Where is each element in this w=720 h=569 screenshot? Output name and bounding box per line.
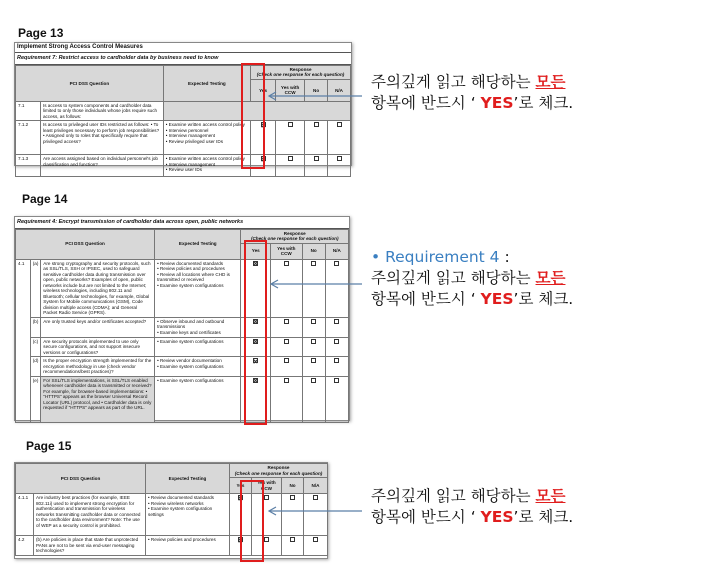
row-testing [155, 376, 241, 422]
row-testing [155, 357, 241, 377]
question-table [15, 463, 328, 556]
row-question: For SSL/TLS implementations, is SSL/TLS enabled whenever cardholder data is transmitted or received? For example, for browser-based implementations: • "HTTPS" appears as the browser Universal Record Locator (URL) protocol, and • Cardholder data is only requested if "HTTPS" appears as part of the URL. [41, 376, 155, 422]
yes-col-header: Yes [230, 478, 252, 494]
testing-item: • Interview management [166, 162, 248, 168]
testing-item: • Examine system configurations [157, 378, 238, 384]
row-testing [155, 317, 241, 337]
callout-line-2 [371, 507, 573, 528]
callout-text: 주의깊게 읽고 해당하는 [371, 73, 536, 91]
row-testing [146, 494, 230, 536]
no-col-header: No [282, 478, 304, 494]
na-checkbox[interactable] [334, 378, 339, 383]
requirement-line: Requirement 4: Encrypt transmission of cardholder data across open, public networks [15, 217, 349, 229]
no-checkbox[interactable] [311, 339, 316, 344]
ccw-checkbox[interactable] [288, 156, 293, 161]
na-col-header: N/A [328, 79, 351, 101]
yes-column-highlight [241, 63, 265, 169]
na-checkbox[interactable] [313, 537, 318, 542]
ccw-checkbox[interactable] [284, 358, 289, 363]
callout-text: 항목에 반드시 ‘ [371, 508, 481, 526]
question-table [15, 65, 351, 178]
row-question: Are strong cryptography and security protocols, such as SSL/TLS, SSH or IPSEC, used to safeguard sensitive cardholder data during transmission over open, public networks? Examples of open, public networks include but are not limited to the Internet; wireless technologies, including 802.11 and Bluetooth; cellular technologies, for example, Global System for Mobile communications (GSM), Code division multiple access (CDMA); and General Packet Radio Service (GPRS). [41, 259, 155, 317]
page-13-label: Page 13 [18, 26, 64, 40]
row-sub: (b) [30, 317, 41, 337]
ccw-col-header: Yes with CCW [270, 243, 302, 259]
ccw-checkbox[interactable] [284, 261, 289, 266]
row-number: 7.1.3 [16, 155, 41, 177]
row-question: (b) Are policies in place that state that unprotected PANs are not to be sent via end-user messaging technologies? [34, 536, 146, 556]
yes-column-highlight [240, 480, 264, 562]
testing-col-header: Expected Testing [146, 464, 230, 494]
testing-item: • Observe inbound and outbound transmissions [157, 319, 238, 330]
na-checkbox[interactable] [313, 495, 318, 500]
na-col-header: N/A [325, 243, 348, 259]
testing-item: • Examine system configurations [157, 283, 238, 289]
testing-item: • Review policies and procedures [148, 537, 227, 543]
testing-item: • Interview personnel [166, 128, 248, 134]
testing-col-header: Expected Testing [163, 65, 250, 101]
row-testing [155, 337, 241, 357]
testing-item: • Examine system configuration settings [148, 506, 227, 517]
no-checkbox[interactable] [311, 261, 316, 266]
page-13-document [14, 42, 352, 173]
testing-item: • Review all locations where CHD is transmitted or received [157, 272, 238, 283]
testing-item: • Examine keys and certificates [157, 330, 238, 336]
callout-text: ’로 체크. [513, 508, 574, 526]
row-sub: (c) [30, 337, 41, 357]
ccw-checkbox[interactable] [284, 319, 289, 324]
ccw-col-header: Yes with CCW [252, 478, 282, 494]
callout-line-2 [371, 289, 573, 310]
na-checkbox[interactable] [334, 358, 339, 363]
testing-item: • Review policies and procedures [157, 266, 238, 272]
ccw-checkbox[interactable] [264, 495, 269, 500]
na-checkbox[interactable] [334, 319, 339, 324]
no-checkbox[interactable] [290, 537, 295, 542]
row-question: Are industry best practices (for example, IEEE 802.11i) used to implement strong encryption for authentication and transmission for wireless networks transmitting cardholder data or connected to the cardholder data environment? Note: The use of WEP as a security control is prohibited. [34, 494, 146, 536]
callout-req-line [371, 247, 573, 268]
yes-col-header: Yes [241, 243, 271, 259]
row-testing [155, 259, 241, 317]
requirement-ref: • Requirement 4 [371, 248, 500, 266]
question-col-header: PCI DSS Question [16, 65, 164, 101]
ccw-checkbox[interactable] [284, 339, 289, 344]
callout-text: 항목에 반드시 ‘ [371, 290, 481, 308]
na-checkbox[interactable] [337, 156, 342, 161]
testing-item: • Interview management [166, 133, 248, 139]
row-number: 4.1 [16, 259, 31, 422]
requirement-heading: Implement Strong Access Control Measures [15, 43, 351, 53]
callout-text: 항목에 반드시 ‘ [371, 94, 481, 112]
testing-item: • Examine system configurations [157, 339, 238, 345]
callout-text: 주의깊게 읽고 해당하는 [371, 487, 536, 505]
testing-item: • Examine written access control policy [166, 156, 248, 162]
na-checkbox[interactable] [337, 122, 342, 127]
response-header [230, 464, 328, 478]
row-testing [146, 536, 230, 556]
testing-item: • Review vendor documentation [157, 358, 238, 364]
testing-col-header: Expected Testing [155, 229, 241, 259]
row-testing [163, 121, 250, 155]
row-question: Are only trusted keys and/or certificates accepted? [41, 317, 155, 337]
callout-line-1 [371, 72, 573, 93]
page-15-document [14, 462, 328, 559]
ccw-col-header: Yes with CCW [276, 79, 305, 101]
no-checkbox[interactable] [314, 156, 319, 161]
testing-item: • Review documented standards [157, 261, 238, 267]
no-col-header: No [305, 79, 328, 101]
callout-page-14 [371, 247, 573, 310]
response-title: Response [283, 230, 306, 236]
callout-yes: YES [480, 508, 514, 526]
response-subtitle: (Check one response for each question) [256, 72, 345, 78]
page-15-label: Page 15 [26, 439, 72, 453]
callout-emphasis: 모든 [535, 73, 566, 91]
row-question: Is access to privileged user IDs restricted as follows: • To least privileges necessary to perform job responsibilities? • Assigned only to roles that specifically require that privileged access? [40, 121, 163, 155]
row-number: 7.1 [16, 101, 41, 121]
page-14-document [14, 216, 350, 421]
no-checkbox[interactable] [311, 319, 316, 324]
row-question: Are security protocols implemented to use only secure configurations, and not support insecure versions or configurations? [41, 337, 155, 357]
na-checkbox[interactable] [334, 339, 339, 344]
callout-line-1 [371, 486, 573, 507]
row-question: Are access assigned based on individual personnel's job classification and function? [40, 155, 163, 177]
ccw-checkbox[interactable] [288, 122, 293, 127]
response-header [251, 65, 351, 79]
row-question: Is the proper encryption strength implemented for the encryption methodology in use (check vendor recommendations/best practices)? [41, 357, 155, 377]
callout-page-15 [371, 486, 573, 528]
response-subtitle: (Check one response for each question) [234, 470, 323, 476]
testing-item: • Examine system configurations [157, 364, 238, 370]
ccw-checkbox[interactable] [264, 537, 269, 542]
row-number: 7.1.2 [16, 121, 41, 155]
page-14-label: Page 14 [22, 192, 68, 206]
callout-yes: YES [480, 94, 514, 112]
row-number: 4.1.1 [16, 494, 34, 536]
na-col-header: N/A [304, 478, 328, 494]
yes-column-highlight [244, 240, 267, 425]
callout-text: : [499, 248, 510, 266]
callout-yes: YES [480, 290, 514, 308]
yes-col-header: Yes [251, 79, 276, 101]
testing-item: • Review user IDs [166, 167, 248, 173]
row-testing [163, 155, 250, 177]
question-col-header: PCI DSS Question [16, 464, 146, 494]
no-col-header: No [302, 243, 325, 259]
callout-emphasis: 모든 [535, 269, 566, 287]
no-checkbox[interactable] [314, 122, 319, 127]
callout-line-1 [371, 268, 573, 289]
callout-text: 주의깊게 읽고 해당하는 [371, 269, 536, 287]
row-sub: (d) [30, 357, 41, 377]
requirement-line: Requirement 7: Restrict access to cardholder data by business need to know [15, 53, 351, 65]
ccw-checkbox[interactable] [284, 378, 289, 383]
callout-line-2 [371, 93, 573, 114]
callout-text: ’로 체크. [513, 94, 574, 112]
no-checkbox[interactable] [311, 378, 316, 383]
na-checkbox[interactable] [334, 261, 339, 266]
testing-item: • Review privileged user IDs [166, 139, 248, 145]
row-sub: (a) [30, 259, 41, 317]
response-title: Response [289, 66, 312, 72]
response-title: Response [267, 465, 290, 470]
testing-item: • Review documented standards [148, 495, 227, 501]
testing-item: • Review wireless networks [148, 501, 227, 507]
callout-page-13 [371, 72, 573, 114]
callout-emphasis: 모든 [535, 487, 566, 505]
question-col-header: PCI DSS Question [16, 229, 155, 259]
response-subtitle: (Check one response for each question) [250, 236, 339, 242]
no-checkbox[interactable] [311, 358, 316, 363]
callout-text: ’로 체크. [513, 290, 574, 308]
testing-item: • Examine written access control policy [166, 122, 248, 128]
row-question: Is access to system components and cardholder data limited to only those individuals whose jobs require such access, as follows: [40, 101, 163, 121]
row-sub: (e) [30, 376, 41, 422]
no-checkbox[interactable] [290, 495, 295, 500]
row-number: 4.2 [16, 536, 34, 556]
question-table [15, 229, 349, 423]
